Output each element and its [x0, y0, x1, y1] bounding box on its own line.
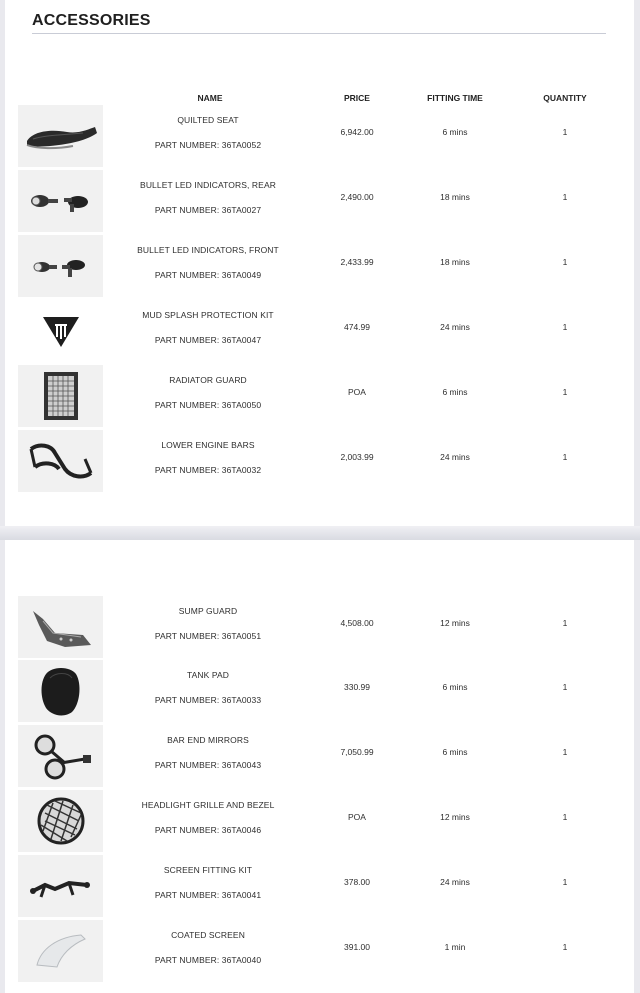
- item-part-number: PART NUMBER: 36TA0051: [154, 631, 262, 641]
- item-quantity: 1: [562, 452, 568, 462]
- item-part-number: PART NUMBER: 36TA0046: [154, 825, 262, 835]
- item-part-number: PART NUMBER: 36TA0027: [154, 205, 262, 215]
- sump-guard-icon: [25, 605, 97, 649]
- item-quantity: 1: [562, 942, 568, 952]
- item-quantity: 1: [562, 877, 568, 887]
- item-quantity: 1: [562, 387, 568, 397]
- product-thumbnail: [18, 660, 103, 722]
- product-thumbnail: [18, 105, 103, 167]
- item-fitting-time: 6 mins: [442, 387, 468, 397]
- item-fitting-time: 1 min: [444, 942, 466, 952]
- item-quantity: 1: [562, 682, 568, 692]
- product-thumbnail: [18, 430, 103, 492]
- item-price: 4,508.00: [340, 618, 374, 628]
- section-divider: [0, 526, 640, 540]
- product-thumbnail: [18, 725, 103, 787]
- item-name: SUMP GUARD: [178, 606, 238, 616]
- engine-bars-icon: [25, 439, 97, 483]
- item-price: 2,433.99: [340, 257, 374, 267]
- item-quantity: 1: [562, 747, 568, 757]
- item-quantity: 1: [562, 127, 568, 137]
- item-name: SCREEN FITTING KIT: [163, 865, 253, 875]
- indicator-icon: [26, 186, 96, 216]
- item-quantity: 1: [562, 257, 568, 267]
- item-fitting-time: 24 mins: [440, 877, 470, 887]
- item-name: RADIATOR GUARD: [169, 375, 247, 385]
- item-fitting-time: 12 mins: [440, 812, 470, 822]
- item-part-number: PART NUMBER: 36TA0032: [154, 465, 262, 475]
- column-header-fitting-time: FITTING TIME: [427, 93, 483, 103]
- item-part-number: PART NUMBER: 36TA0050: [154, 400, 262, 410]
- table-row: [0, 920, 640, 982]
- seat-icon: [23, 119, 99, 153]
- item-fitting-time: 24 mins: [440, 452, 470, 462]
- bracket-icon: [25, 871, 97, 901]
- table-row: [0, 300, 640, 362]
- item-name: COATED SCREEN: [171, 930, 245, 940]
- item-name: QUILTED SEAT: [177, 115, 239, 125]
- product-thumbnail: [18, 855, 103, 917]
- tank-pad-icon: [38, 664, 84, 718]
- table-row: [0, 660, 640, 722]
- table-row: [0, 790, 640, 852]
- item-quantity: 1: [562, 812, 568, 822]
- product-thumbnail: [18, 365, 103, 427]
- item-part-number: PART NUMBER: 36TA0047: [154, 335, 262, 345]
- item-part-number: PART NUMBER: 36TA0043: [154, 760, 262, 770]
- item-fitting-time: 6 mins: [442, 127, 468, 137]
- item-name: TANK PAD: [186, 670, 230, 680]
- item-fitting-time: 6 mins: [442, 747, 468, 757]
- item-name: MUD SPLASH PROTECTION KIT: [142, 310, 274, 320]
- table-row: [0, 365, 640, 427]
- item-price: POA: [348, 387, 366, 397]
- mirror-icon: [25, 731, 97, 781]
- item-price: 7,050.99: [340, 747, 374, 757]
- column-header-price: PRICE: [344, 93, 370, 103]
- item-fitting-time: 18 mins: [440, 257, 470, 267]
- column-header-quantity: QUANTITY: [543, 93, 587, 103]
- item-price: 330.99: [344, 682, 370, 692]
- radiator-guard-icon: [41, 369, 81, 423]
- mud-flap-icon: [41, 313, 81, 349]
- page-title: ACCESSORIES: [32, 12, 151, 29]
- table-row: [0, 235, 640, 297]
- item-fitting-time: 6 mins: [442, 682, 468, 692]
- item-part-number: PART NUMBER: 36TA0041: [154, 890, 262, 900]
- item-fitting-time: 24 mins: [440, 322, 470, 332]
- product-thumbnail: [18, 920, 103, 982]
- column-header-name: NAME: [197, 93, 223, 103]
- item-quantity: 1: [562, 618, 568, 628]
- item-price: 2,003.99: [340, 452, 374, 462]
- table-row: [0, 105, 640, 167]
- item-price: 2,490.00: [340, 192, 374, 202]
- headlight-grille-icon: [35, 795, 87, 847]
- screen-icon: [31, 931, 91, 971]
- item-name: HEADLIGHT GRILLE AND BEZEL: [141, 800, 275, 810]
- product-thumbnail: [18, 300, 103, 362]
- item-part-number: PART NUMBER: 36TA0040: [154, 955, 262, 965]
- table-row: [0, 855, 640, 917]
- item-price: 474.99: [344, 322, 370, 332]
- item-part-number: PART NUMBER: 36TA0033: [154, 695, 262, 705]
- title-divider: [32, 33, 606, 34]
- item-quantity: 1: [562, 192, 568, 202]
- item-name: BULLET LED INDICATORS, FRONT: [137, 245, 279, 255]
- item-name: BAR END MIRRORS: [167, 735, 249, 745]
- product-thumbnail: [18, 235, 103, 297]
- item-part-number: PART NUMBER: 36TA0052: [154, 140, 262, 150]
- product-thumbnail: [18, 790, 103, 852]
- item-price: 378.00: [344, 877, 370, 887]
- table-row: [0, 170, 640, 232]
- item-fitting-time: 12 mins: [440, 618, 470, 628]
- table-row: [0, 596, 640, 658]
- table-row: [0, 430, 640, 492]
- item-price: 391.00: [344, 942, 370, 952]
- item-quantity: 1: [562, 322, 568, 332]
- product-thumbnail: [18, 170, 103, 232]
- item-name: BULLET LED INDICATORS, REAR: [140, 180, 276, 190]
- item-price: POA: [348, 812, 366, 822]
- item-fitting-time: 18 mins: [440, 192, 470, 202]
- item-name: LOWER ENGINE BARS: [161, 440, 255, 450]
- indicator-icon: [26, 251, 96, 281]
- item-price: 6,942.00: [340, 127, 374, 137]
- product-thumbnail: [18, 596, 103, 658]
- item-part-number: PART NUMBER: 36TA0049: [154, 270, 262, 280]
- table-row: [0, 725, 640, 787]
